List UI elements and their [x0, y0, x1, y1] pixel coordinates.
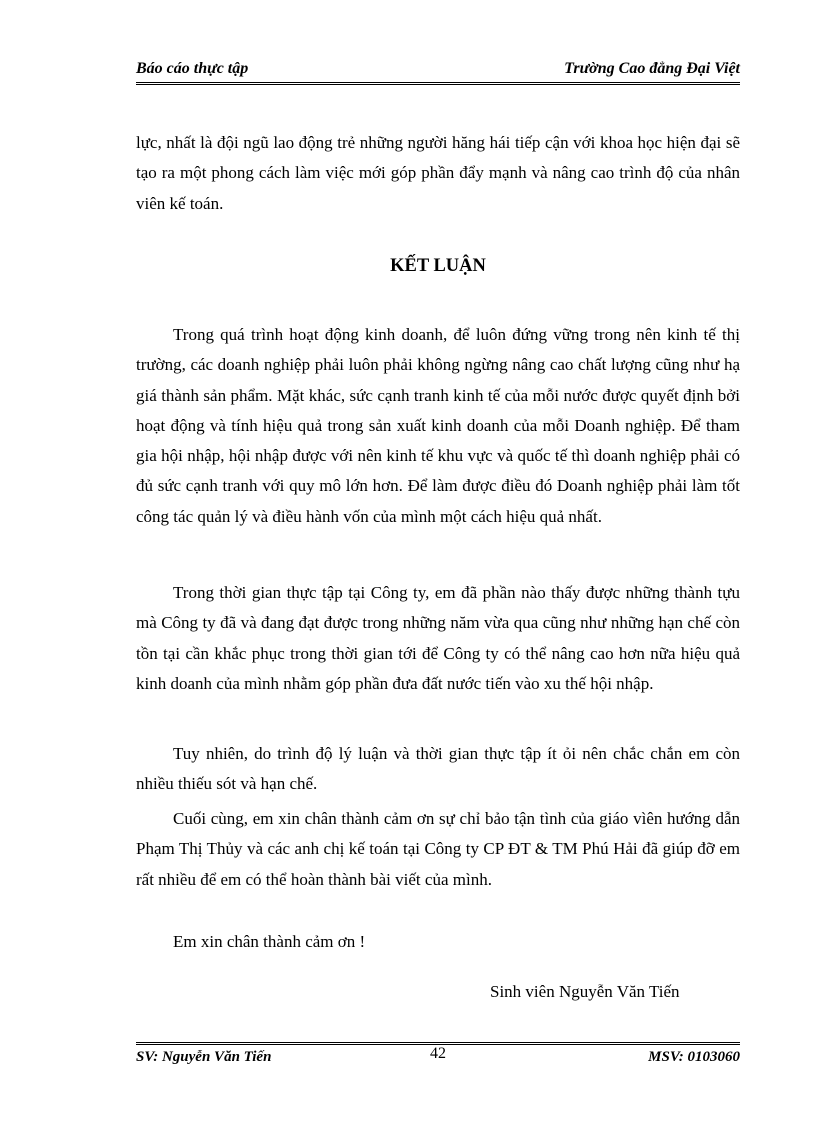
page-footer [136, 1042, 740, 1073]
header-school-name: Trường Cao đẳng Đại Việt [564, 60, 740, 77]
body-paragraph: Trong thời gian thực tập tại Công ty, em đã phần nào thấy được những thành tựu mà Công ty đã và đang đạt được trong những năm vừa qua cũng như những hạn chế còn tồn tại cần khắc phục trong thời gian tới để Công ty có thể nâng cao hơn nữa hiệu quả kinh doanh của mình nhằm góp phần đưa đất nước tiến vào xu thế hội nhập. [136, 583, 740, 693]
header-report-title: Báo cáo thực tập [136, 60, 249, 77]
page-number: 42 [430, 1045, 446, 1062]
section-title: KẾT LUẬN [390, 256, 486, 276]
body-paragraph: Cuối cùng, em xin chân thành cảm ơn sự chỉ bảo tận tình của giáo vìên hướng dẫn Phạm Thị Thủy và các anh chị kế toán tại Công ty CP ĐT & TM Phú Hải đã giúp đỡ em rất nhiều để em có thể hoàn thành bài viết của mình. [136, 809, 740, 889]
footer-student-name: SV: Nguyễn Văn Tiến [136, 1049, 272, 1065]
body-paragraph: Trong quá trình hoạt động kinh doanh, để luôn đứng vững trong nên kinh tế thị trường, các doanh nghiệp phải luôn phải không ngừng nâng cao chất lượng cũng như hạ giá thành sản phẩm. Mặt khác, sức cạnh tranh kinh tế của mỗi nước được quyết định bởi hoạt động và tính hiệu quả trong sản xuất kinh doanh của mỗi Doanh nghiệp. Để tham gia hội nhập, hội nhập được với nên kinh tế khu vực và quốc tế thì doanh nghiệp phải có đủ sức cạnh tranh với quy mô lớn hơn. Để làm được điều đó Doanh nghiệp phải làm tốt công tác quản lý và điều hành vốn của mình một cách hiệu quả nhất. [136, 325, 740, 526]
intro-paragraph: lực, nhất là đội ngũ lao động trẻ những người hăng hái tiếp cận với khoa học hiện đại sẽ tạo ra một phong cách làm việc mới góp phần đẩy mạnh và nâng cao trình độ của nhân viên kế toán. [136, 133, 740, 213]
signature: Sinh viên Nguyễn Văn Tiến [490, 982, 680, 1001]
page-header [136, 56, 740, 85]
footer-student-id: MSV: 0103060 [648, 1049, 740, 1065]
thanks-line: Em xin chân thành cảm ơn ! [173, 932, 366, 951]
body-paragraph: Tuy nhiên, do trình độ lý luận và thời gian thực tập ít ỏi nên chắc chắn em còn nhiều thiếu sót và hạn chế. [136, 744, 740, 794]
